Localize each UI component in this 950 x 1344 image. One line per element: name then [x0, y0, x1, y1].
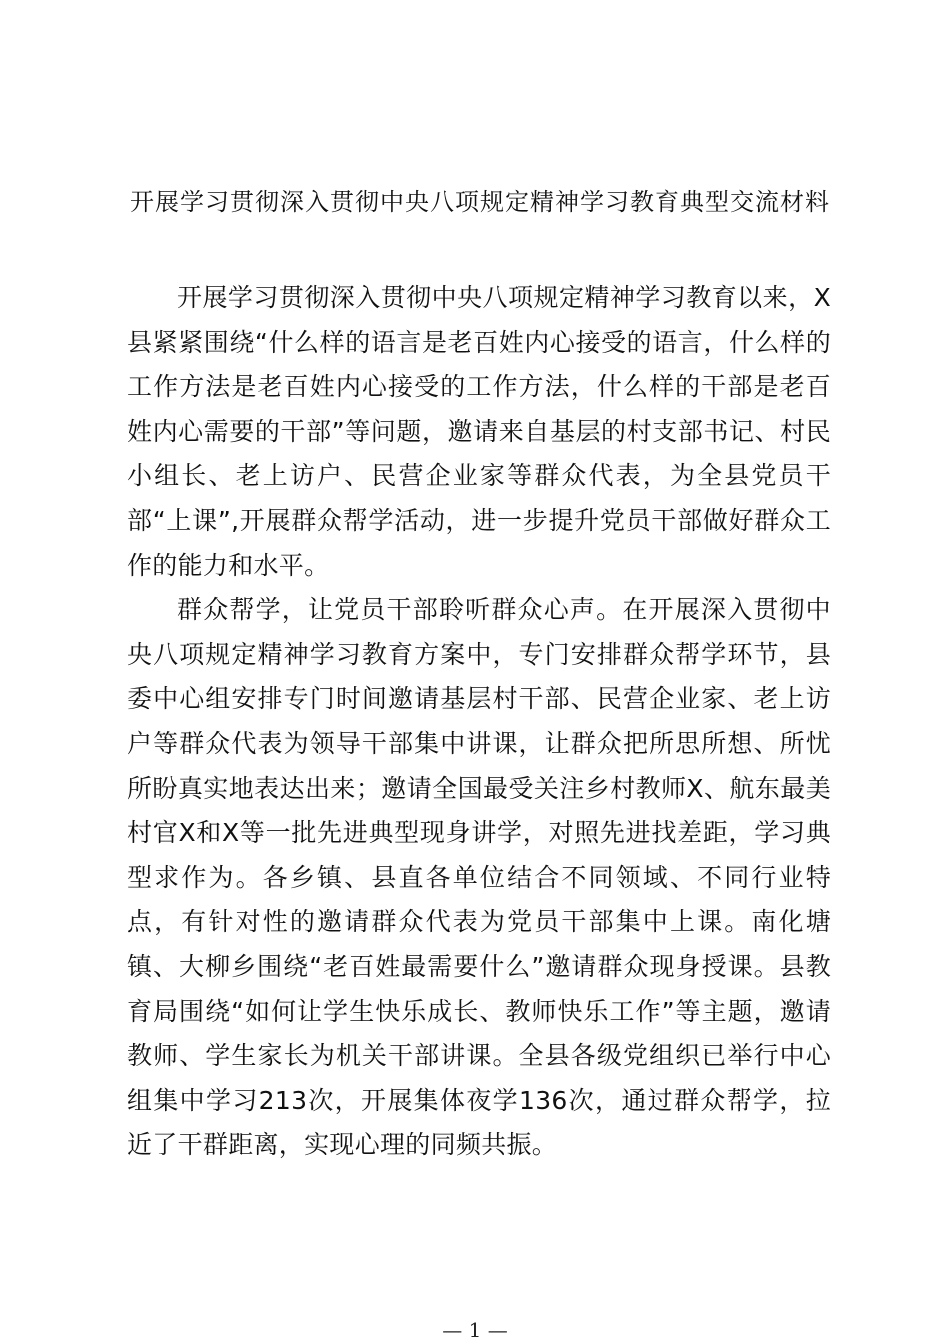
page-number: — 1 —	[442, 1318, 508, 1342]
paragraph-intro: 开展学习贯彻深入贯彻中央八项规定精神学习教育以来，X县紧紧围绕“什么样的语言是老百姓内心接受的语言，什么样的工作方法是老百姓内心接受的工作方法，什么样的干部是老百姓内心需要的干部”等问题，邀请来自基层的村支部书记、村民小组长、老上访户、民营企业家等群众代表，为全县党员干部“上课”,开展群众帮学活动，进一步提升党员干部做好群众工作的能力和水平。	[127, 283, 831, 580]
paragraph-mass-learning: 群众帮学，让党员干部聆听群众心声。在开展深入贯彻中央八项规定精神学习教育方案中，专门安排群众帮学环节，县委中心组安排专门时间邀请基层村干部、民营企业家、老上访户等群众代表为领导干部集中讲课，让群众把所思所想、所忧所盼真实地表达出来；邀请全国最受关注乡村教师X、航东最美村官X和X等一批先进典型现身讲学，对照先进找差距，学习典型求作为。各乡镇、县直各单位结合不同领域、不同行业特点，有针对性的邀请群众代表为党员干部集中上课。南化塘镇、大柳乡围绕“老百姓最需要什么”邀请群众现身授课。县教育局围绕“如何让学生快乐成长、教师快乐工作”等主题，邀请教师、学生家长为机关干部讲课。全县各级党组织已举行中心组集中学习213次，开展集体夜学136次，通过群众帮学，拉近了干群距离，实现心理的同频共振。	[127, 595, 831, 1160]
document-body	[127, 276, 831, 1168]
document-title: 开展学习贯彻深入贯彻中央八项规定精神学习教育典型交流材料	[130, 188, 830, 216]
